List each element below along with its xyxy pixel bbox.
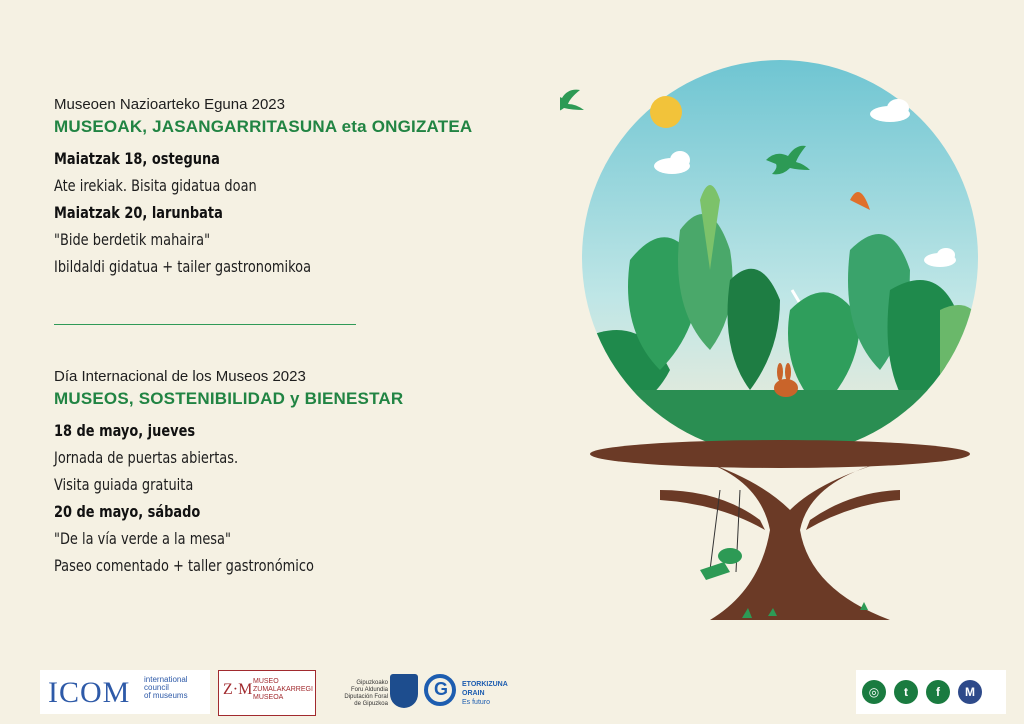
icom-logo [40, 670, 210, 714]
zm-subtitle: MUSEO ZUMALAKARREGI MUSEOA [253, 678, 313, 701]
bird-icon [560, 90, 584, 114]
event-detail: Visita guiada gratuita [54, 475, 194, 494]
event-date: Maiatzak 18, osteguna [54, 149, 220, 168]
gipuzkoa-slogan: ETORKIZUNA ORAIN Es futuro [462, 681, 508, 706]
facebook-icon[interactable]: f [926, 680, 950, 704]
soil [590, 440, 970, 468]
museum-logo-icon[interactable]: M [958, 680, 982, 704]
event-detail: Paseo comentado + taller gastronómico [54, 556, 314, 575]
event-detail: Ate irekiak. Bisita gidatua doan [54, 176, 257, 195]
event-date: 20 de mayo, sábado [54, 502, 201, 521]
spanish-section [54, 368, 403, 579]
event-detail: Jornada de puertas abiertas. [54, 448, 239, 467]
event-date: Maiatzak 20, larunbata [54, 203, 223, 222]
footer-logos [0, 662, 1024, 722]
spanish-kicker: Día Internacional de los Museos 2023 [54, 368, 306, 385]
basque-section [54, 96, 472, 280]
spanish-event-list [54, 417, 403, 579]
event-detail: Ibildaldi gidatua + tailer gastronomikoa [54, 257, 312, 276]
instagram-icon[interactable]: ◎ [862, 680, 886, 704]
spanish-headline: MUSEOS, SOSTENIBILIDAD y BIENESTAR [54, 389, 404, 408]
basque-headline: MUSEOAK, JASANGARRITASUNA eta ONGIZATEA [54, 117, 473, 136]
section-divider [54, 324, 356, 325]
event-detail: "Bide berdetik mahaira" [54, 230, 211, 249]
icom-subtitle: international council of museums [144, 675, 188, 700]
gipuzkoa-text: Gipuzkoako Foru Aldundia Diputación Foral de Gipuzkoa [344, 680, 388, 707]
zm-mark: Z·M [223, 681, 253, 698]
gipuzkoa-logo [320, 670, 520, 714]
social-links [856, 670, 1006, 714]
basque-event-list [54, 145, 472, 280]
icom-wordmark: ICOM [48, 676, 131, 709]
sun-icon [650, 96, 682, 128]
event-date: 18 de mayo, jueves [54, 421, 196, 440]
gipuzkoa-shield-icon [390, 674, 418, 708]
tree-trunk [700, 460, 890, 620]
gipuzkoa-g-icon [424, 674, 456, 706]
tree-globe-illustration [560, 10, 1020, 650]
event-detail: "De la vía verde a la mesa" [54, 529, 231, 548]
basque-kicker: Museoen Nazioarteko Eguna 2023 [54, 96, 285, 113]
twitter-icon[interactable]: t [894, 680, 918, 704]
zumalakarregi-logo [218, 670, 316, 716]
